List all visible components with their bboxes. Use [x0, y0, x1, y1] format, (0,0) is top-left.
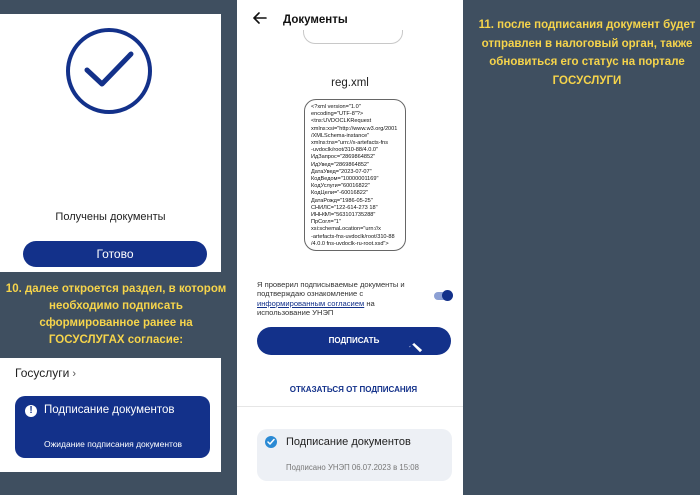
gosuslugi-link[interactable] [15, 366, 76, 380]
refuse-signing-link[interactable]: ОТКАЗАТЬСЯ ОТ ПОДПИСАНИЯ [289, 385, 418, 394]
gosuslugi-section [0, 358, 221, 472]
card-title: Подписание документов [44, 404, 175, 416]
received-documents-text: Получены документы [55, 211, 166, 223]
step-10-caption: 10. далее откроется раздел, в котором необходимо подписать сформированное ранее на ГОСУСЛУГАХ согласие: [5, 283, 227, 346]
cursor-icon [406, 338, 426, 358]
file-name: reg.xml [331, 77, 369, 89]
sign-button[interactable]: ПОДПИСАТЬ [257, 327, 451, 355]
signed-card-title: Подписание документов [286, 436, 411, 448]
signed-card-status: Подписано УНЭП 06.07.2023 в 15:08 [286, 463, 419, 472]
chevron-right-icon: › [72, 368, 76, 380]
step-11-caption: 11. после подписания документ будет отправлен в налоговый орган, также обновиться его статус на портале ГОСУСЛУГИ [478, 19, 696, 87]
card-status: Ожидание подписания документов [44, 439, 183, 449]
alert-icon: ! [25, 405, 37, 417]
check-circle-icon [265, 436, 277, 448]
done-button[interactable]: Готово [23, 241, 207, 267]
toggle-knob [442, 290, 453, 301]
previous-document-preview [303, 30, 403, 44]
xml-preview[interactable]: <?xml version="1.0" encoding="UTF-8"?> <tns:UVDOCLKRequest xmlns:xsi="http://www.w3.org/2001 /XMLSchema-instance" xmlns:tns="urn://x-artefacts-fns -uvdoclk/root/310-88/4.0.0" ИдЗапрос="2869864852" ИдУвед="2869864852" ДатаУвед="2023-07-07" КодВедом="10000001169" КодУслуги="60016822" КодЦели="-60016822" ДатаРожд="1986-05-25" СНИЛС="122-614-273 18" ИННФЛ="563101735288" ПрСогл="1" xsi:schemaLocation="urn://x -artefacts-fns-uvdoclk/root/310-88 /4.0.0 fns-uvdoclk-ru-root.xsd"> [304, 99, 406, 251]
consent-suffix: на использование УНЭП [257, 298, 375, 318]
signing-documents-card[interactable] [15, 396, 210, 458]
checkmark-icon [66, 28, 152, 114]
consent-toggle[interactable] [434, 292, 450, 300]
consent-prefix: Я проверил подписываемые документы и подтверждаю ознакомление с [257, 280, 405, 299]
informed-consent-link[interactable]: информированным согласием [257, 298, 365, 308]
page-title: Документы [283, 14, 348, 26]
consent-text [257, 280, 423, 318]
signed-documents-card[interactable] [257, 429, 452, 481]
back-arrow-icon[interactable] [253, 11, 267, 25]
documents-screen [237, 0, 463, 495]
success-screen [0, 14, 221, 272]
gosuslugi-link-label: Госуслуги [15, 366, 70, 380]
divider [237, 406, 463, 407]
